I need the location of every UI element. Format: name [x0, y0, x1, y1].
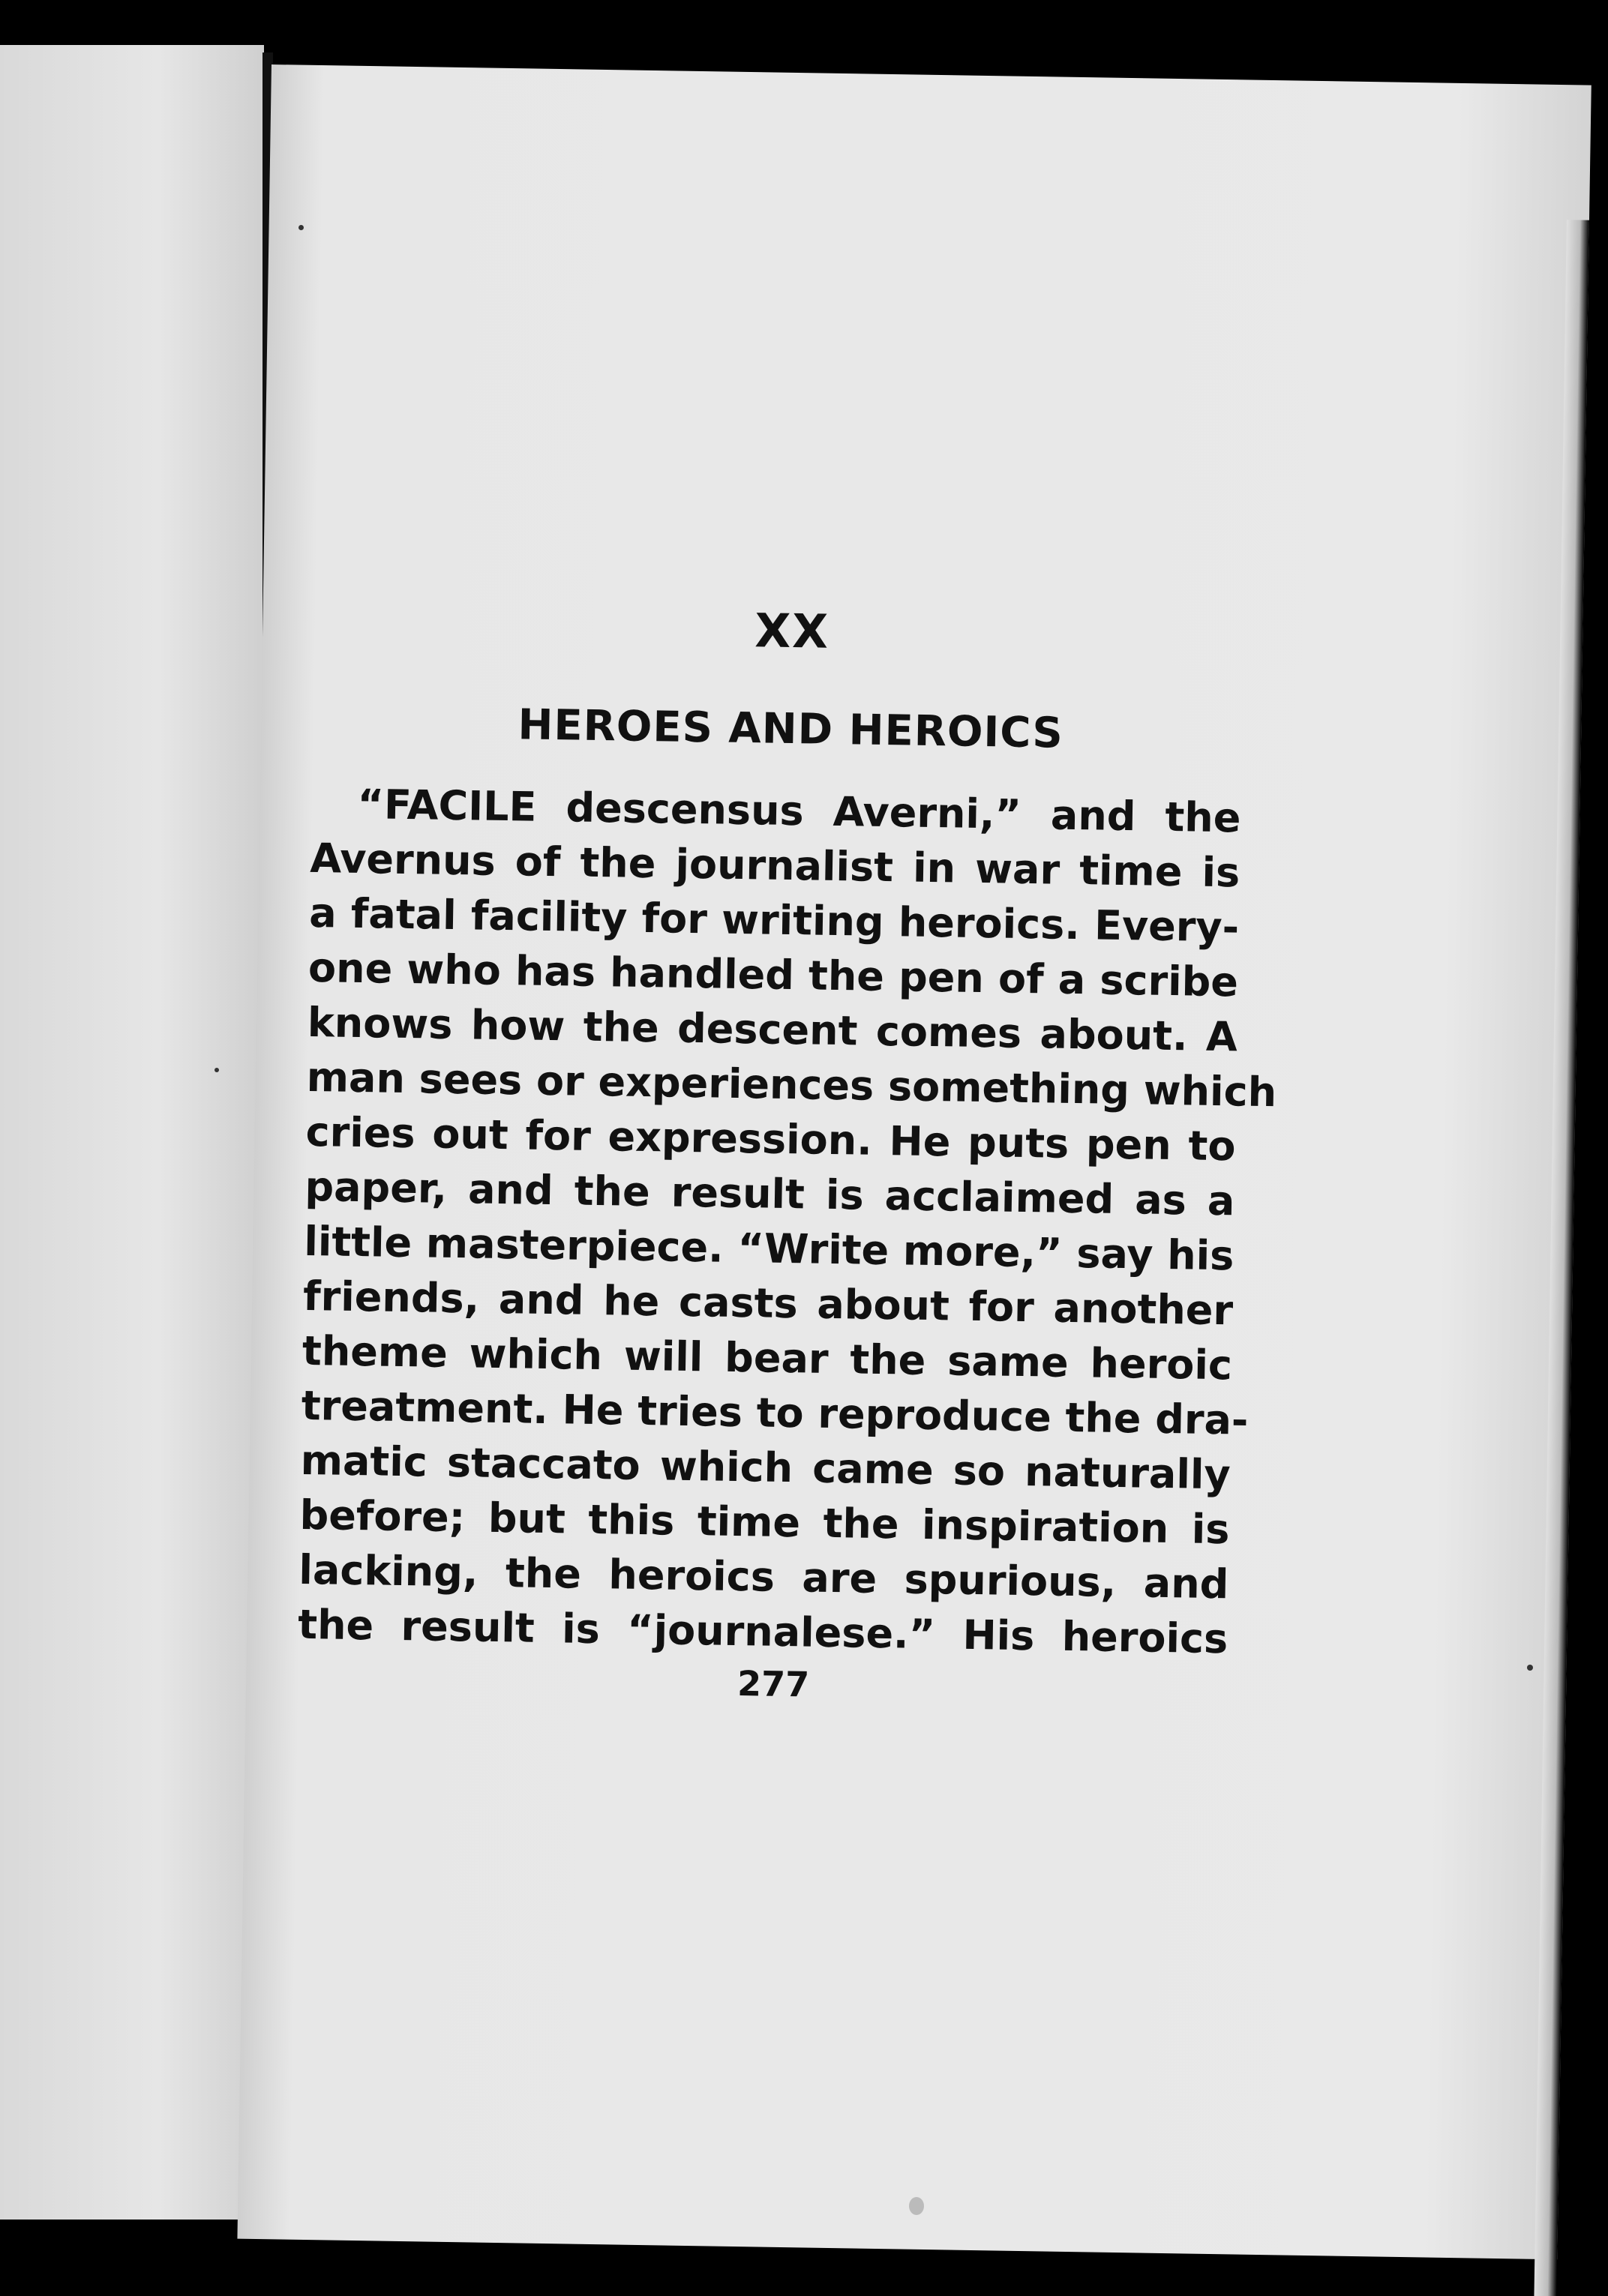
body-line: Avernus of the journalist in war time is [309, 834, 1240, 897]
body-line: before; but this time the inspiration is [299, 1491, 1230, 1554]
page-fore-edge [1534, 220, 1589, 2296]
book-page [237, 64, 1591, 2259]
body-line: paper, and the result is acclaimed as a [304, 1162, 1235, 1225]
body-line: treatment. He tries to reproduce the dra- [301, 1381, 1249, 1444]
opening-words: “FACILE [357, 780, 537, 831]
body-line: friends, and he casts about for another [302, 1272, 1234, 1335]
body-line-rest: descensus Averni,” and the [536, 783, 1241, 842]
chapter-title: HEROES AND HEROICS [518, 700, 1064, 758]
body-line: a fatal facility for writing heroics. Every- [308, 889, 1240, 952]
body-line: theme which will bear the same heroic [302, 1326, 1233, 1389]
body-line: lacking, the heroics are spurious, and [298, 1545, 1229, 1608]
page-number: 277 [736, 1663, 810, 1705]
body-line: knows how the descent comes about. A [307, 998, 1238, 1061]
chapter-body [297, 776, 1277, 1666]
body-line: the result is “journalese.” His heroics [297, 1600, 1228, 1663]
body-line: cries out for expression. He puts pen to [305, 1108, 1236, 1170]
scan-speck [1527, 1665, 1533, 1671]
scan-speck [298, 225, 304, 230]
scan-speck [909, 2197, 924, 2215]
body-line: man sees or experiences something which [306, 1053, 1277, 1117]
chapter-number: XX [754, 603, 830, 659]
body-line: matic staccato which came so naturally [300, 1436, 1232, 1499]
scan-speck [214, 1068, 219, 1072]
page-text [297, 596, 1277, 1711]
body-line: one who has handled the pen of a scribe [308, 943, 1239, 1006]
body-line: little masterpiece. “Write more,” say his [303, 1217, 1234, 1280]
left-page-edge [0, 45, 264, 2220]
